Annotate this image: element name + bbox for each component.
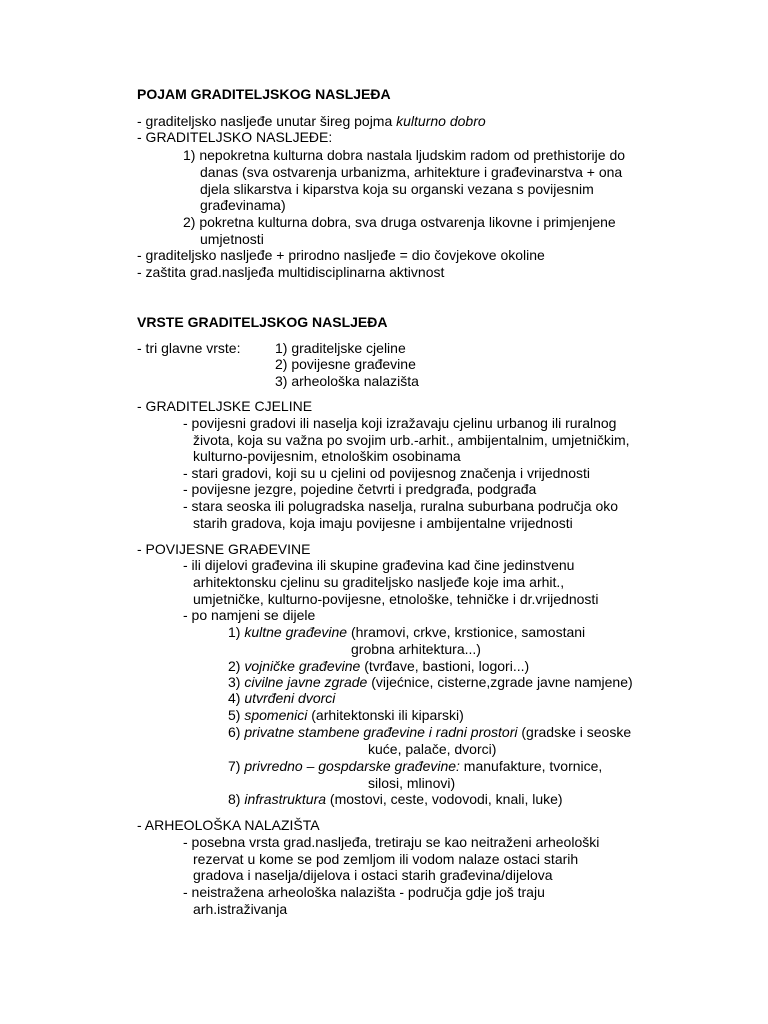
type-item: 3) arheološka nalazišta: [275, 373, 419, 389]
numbered-item: [228, 674, 633, 690]
text-span: (hramovi, crkve, krstionice, samostani: [347, 624, 586, 640]
text-line: umjetnosti: [200, 231, 264, 247]
text-span: (mostovi, ceste, vodovodi, knali, luke): [326, 791, 563, 807]
numbered-item: [228, 624, 585, 640]
type-item: 1) graditeljske cjeline: [275, 340, 406, 356]
item-number: 3): [228, 674, 245, 690]
section-title-vrste: VRSTE GRADITELJSKOG NASLJEĐA: [137, 314, 388, 330]
italic-term: kultne građevine: [244, 624, 348, 640]
text-line: života, koja su važna po svojim urb.-arhit., ambijentalnim, umjetničkim,: [193, 432, 630, 448]
numbered-item: [228, 690, 335, 706]
italic-term: infrastruktura: [244, 791, 327, 807]
text-line: 2) pokretna kulturna dobra, sva druga ostvarenja likovne i primjenjene: [183, 214, 616, 230]
text-span: (tvrđave, bastioni, logori...): [360, 658, 530, 674]
numbered-item: [228, 758, 602, 774]
text-line: - tri glavne vrste:: [137, 340, 241, 356]
text-line: - neistražena arheološka nalazišta - područja gdje još traju: [183, 884, 545, 900]
text-line: - zaštita grad.nasljeđa multidisciplinarna aktivnost: [137, 264, 445, 280]
text-span: (gradske i seoske: [517, 724, 632, 740]
numbered-item: [228, 658, 529, 674]
italic-term: kulturno dobro: [396, 113, 486, 129]
text-line: - stara seoska ili polugradska naselja, ruralna suburbana područja oko: [183, 498, 619, 514]
text-line: - graditeljsko nasljeđe + prirodno nasljeđe = dio čovjekove okoline: [137, 247, 545, 263]
text-line: arhitektonsku cjelinu su graditeljsko nasljeđe koje ima arhit.,: [193, 574, 565, 590]
text-line: građevinama): [200, 197, 286, 213]
section-title-pojam: POJAM GRADITELJSKOG NASLJEĐA: [137, 86, 391, 102]
item-number: 7): [228, 758, 245, 774]
numbered-item: [228, 791, 563, 807]
text-line: - ili dijelovi građevina ili skupine građevina kad čine jedinstvenu: [183, 557, 575, 573]
text-line: [137, 113, 486, 129]
item-number: 6): [228, 724, 245, 740]
text-line: - stari gradovi, koji su u cjelini od povijesnog značenja i vrijednosti: [183, 465, 590, 481]
text-line: - povijesne jezgre, pojedine četvrti i predgrađa, podgrađa: [183, 481, 537, 497]
item-number: 8): [228, 791, 245, 807]
italic-term: utvrđeni dvorci: [244, 690, 336, 706]
item-number: 1): [228, 624, 245, 640]
subsection-heading: - ARHEOLOŠKA NALAZIŠTA: [137, 817, 320, 833]
text-line: silosi, mlinovi): [368, 775, 456, 791]
item-number: 2): [228, 658, 245, 674]
numbered-item: [228, 724, 631, 740]
text-line: djela slikarstva i kiparstva koja su organski vezana s povijesnim: [200, 181, 594, 197]
text-span: manufakture, tvornice,: [459, 758, 603, 774]
subsection-heading: - GRADITELJSKE CJELINE: [137, 398, 313, 414]
text-line: umjetničke, kulturno-povijesne, etnološke, tehničke i dr.vrijednosti: [193, 591, 599, 607]
text-line: grobna arhitektura...): [351, 641, 481, 657]
text-line: arh.istraživanja: [193, 901, 288, 917]
text-line: gradova i naselja/dijelova i ostaci starih građevina/dijelova: [193, 867, 553, 883]
text-line: kulturno-povijesnim, etnološkim osobinama: [193, 448, 461, 464]
italic-term: spomenici: [244, 707, 308, 723]
italic-term: privatne stambene građevine i radni prostori: [244, 724, 518, 740]
text-line: 1) nepokretna kulturna dobra nastala ljudskim radom od prethistorije do: [183, 147, 626, 163]
type-item: 2) povijesne građevine: [275, 356, 416, 372]
text-span: (arhitektonski ili kiparski): [307, 707, 464, 723]
text-span: - graditeljsko nasljeđe unutar šireg pojma: [137, 113, 397, 129]
text-line: - GRADITELJSKO NASLJEĐE:: [137, 129, 333, 145]
numbered-item: [228, 707, 464, 723]
subsection-heading: - POVIJESNE GRAĐEVINE: [137, 541, 311, 557]
text-line: - posebna vrsta grad.nasljeđa, tretiraju se kao neitraženi arheološki: [183, 834, 600, 850]
italic-term: privredno – gospdarske građevine:: [244, 758, 460, 774]
text-line: kuće, palače, dvorci): [368, 741, 497, 757]
text-line: - po namjeni se dijele: [183, 607, 316, 623]
text-span: (vijećnice, cisterne,zgrade javne namjene): [367, 674, 633, 690]
italic-term: vojničke građevine: [244, 658, 361, 674]
text-line: danas (sva ostvarenja urbanizma, arhitekture i građevinarstva + ona: [200, 164, 623, 180]
text-line: - povijesni gradovi ili naselja koji izražavaju cjelinu urbanog ili ruralnog: [183, 415, 617, 431]
text-line: starih gradova, koja imaju povijesne i ambijentalne vrijednosti: [193, 515, 573, 531]
text-line: rezervat u kome se pod zemljom ili vodom nalaze ostaci starih: [193, 851, 579, 867]
item-number: 4): [228, 690, 245, 706]
item-number: 5): [228, 707, 245, 723]
italic-term: civilne javne zgrade: [244, 674, 368, 690]
